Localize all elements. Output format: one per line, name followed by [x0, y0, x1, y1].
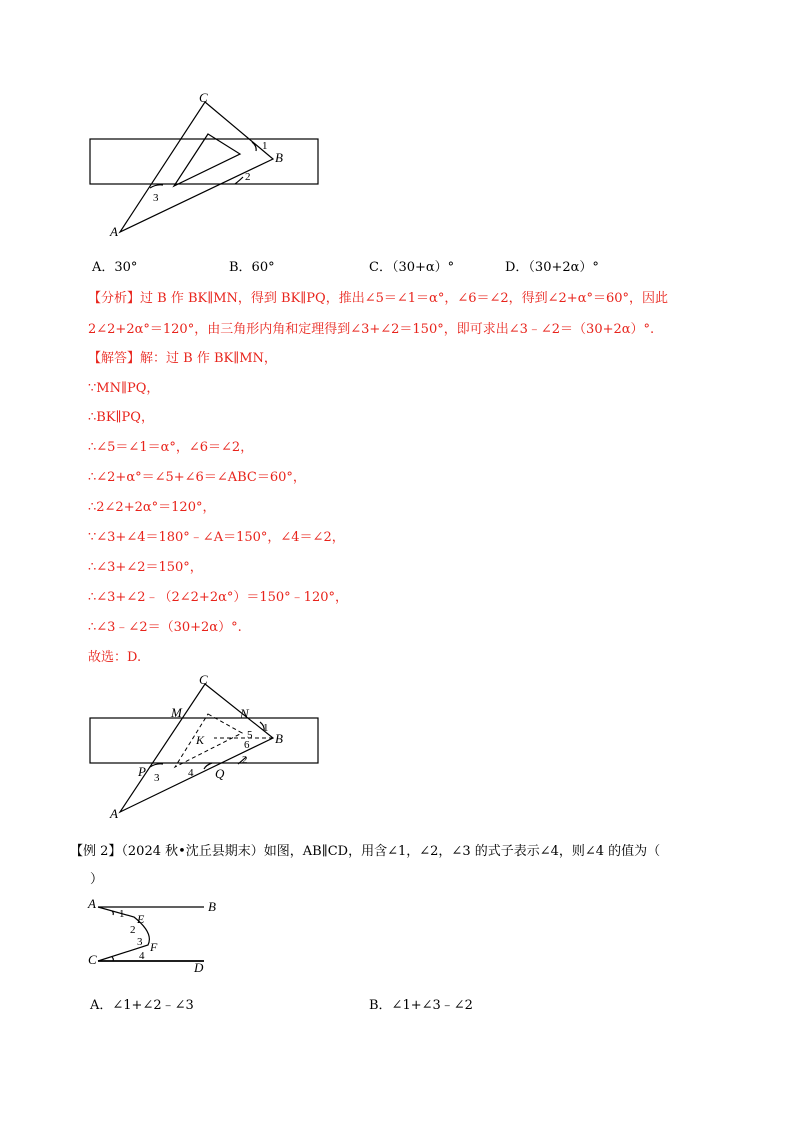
figure-2-label-K: K: [196, 733, 205, 747]
figure-2-label-6: 6: [244, 739, 250, 751]
solution-answer: 故选：D.: [88, 650, 142, 665]
figure-3-parallel-lines: [86, 893, 226, 973]
figure-2-label-4: 4: [188, 767, 194, 779]
figure-2-label-A: A: [110, 806, 118, 821]
figure-1-label-3: 3: [153, 192, 159, 204]
analysis-line-1: 【分析】过 B 作 BK∥MN，得到 BK∥PQ，推出∠5＝∠1＝α°，∠6＝∠2，得到∠2+α°＝60°，因此: [88, 291, 669, 306]
solution-step: ∵MN∥PQ，: [88, 381, 160, 396]
solution-step: ∴∠3﹣∠2＝（30+2α）°.: [88, 620, 242, 635]
figure-3-label-F: F: [150, 940, 158, 954]
figure-2-inner-triangle-dashed: [175, 714, 242, 767]
figure-1-label-C: C: [199, 90, 208, 105]
solution-step: ∴BK∥PQ，: [88, 410, 154, 425]
option-b[interactable]: B．60°: [229, 260, 275, 275]
solution-step: ∴∠3+∠2﹣（2∠2+2α°）＝150°﹣120°，: [88, 590, 348, 605]
figure-2-label-P: P: [138, 764, 146, 779]
figure-1-label-B: B: [275, 150, 283, 165]
solution-step: ∴∠2+α°＝∠5+∠6＝∠ABC＝60°，: [88, 470, 306, 485]
figure-1-inner-triangle: [174, 134, 240, 186]
figure-2-label-1: 1: [263, 722, 269, 734]
solution-head: 【解答】解：过 B 作 BK∥MN，: [88, 351, 277, 366]
solution-step: ∴∠3+∠2＝150°，: [88, 560, 203, 575]
figure-3-label-E: E: [137, 912, 145, 926]
figure-3-label-4: 4: [139, 950, 145, 962]
figure-2-label-Q: Q: [215, 766, 225, 781]
solution-step: ∵∠3+∠4＝180°﹣∠A＝150°，∠4＝∠2，: [88, 530, 345, 545]
figure-3-label-A: A: [88, 896, 96, 911]
figure-2-label-M: M: [171, 705, 182, 720]
option-a[interactable]: A．30°: [92, 260, 138, 275]
figure-3-label-D: D: [194, 960, 204, 975]
analysis-line-2: 2∠2+2α°＝120°，由三角形内角和定理得到∠3+∠2＝150°，即可求出∠3﹣∠2＝（30+2α）°.: [88, 322, 655, 337]
figure-1-triangle-ruler: [80, 88, 340, 248]
figure-1-outer-triangle: [120, 102, 273, 232]
example-2-question-line-1: 【例 2】（2024 秋•沈丘县期末）如图，AB∥CD，用含∠1，∠2，∠3 的式子表示∠4，则∠4 的值为（: [70, 844, 661, 859]
figure-2-outer-triangle: [120, 684, 273, 812]
example-2-question-line-2: ）: [90, 872, 104, 887]
solution-step: ∴∠5＝∠1＝α°，∠6＝∠2，: [88, 440, 254, 455]
figure-1-label-1: 1: [262, 140, 268, 152]
figure-2-label-3: 3: [154, 772, 160, 784]
option-c[interactable]: C．（30+α）°: [369, 260, 455, 275]
figure-2-label-N: N: [240, 706, 249, 721]
figure-1-label-2: 2: [245, 171, 251, 183]
solution-step: ∴2∠2+2α°＝120°，: [88, 500, 216, 515]
figure-2-label-C: C: [199, 672, 208, 687]
figure-3-label-3: 3: [137, 936, 143, 948]
example-2-option-b[interactable]: B．∠1+∠3﹣∠2: [369, 998, 473, 1013]
figure-1-label-A: A: [110, 224, 118, 239]
figure-3-label-1: 1: [119, 908, 125, 920]
figure-2-label-5: 5: [247, 729, 253, 741]
figure-2-auxiliary-construction: [80, 670, 340, 830]
example-2-option-a[interactable]: A．∠1+∠2﹣∠3: [90, 998, 194, 1013]
figure-3-label-2: 2: [130, 924, 136, 936]
figure-2-label-B: B: [275, 731, 283, 746]
figure-3-label-C: C: [88, 952, 97, 967]
figure-2-label-2: 2: [242, 754, 248, 766]
figure-3-label-B: B: [208, 899, 216, 914]
option-d[interactable]: D．（30+2α）°: [505, 260, 599, 275]
figure-1-strip: [90, 139, 318, 184]
